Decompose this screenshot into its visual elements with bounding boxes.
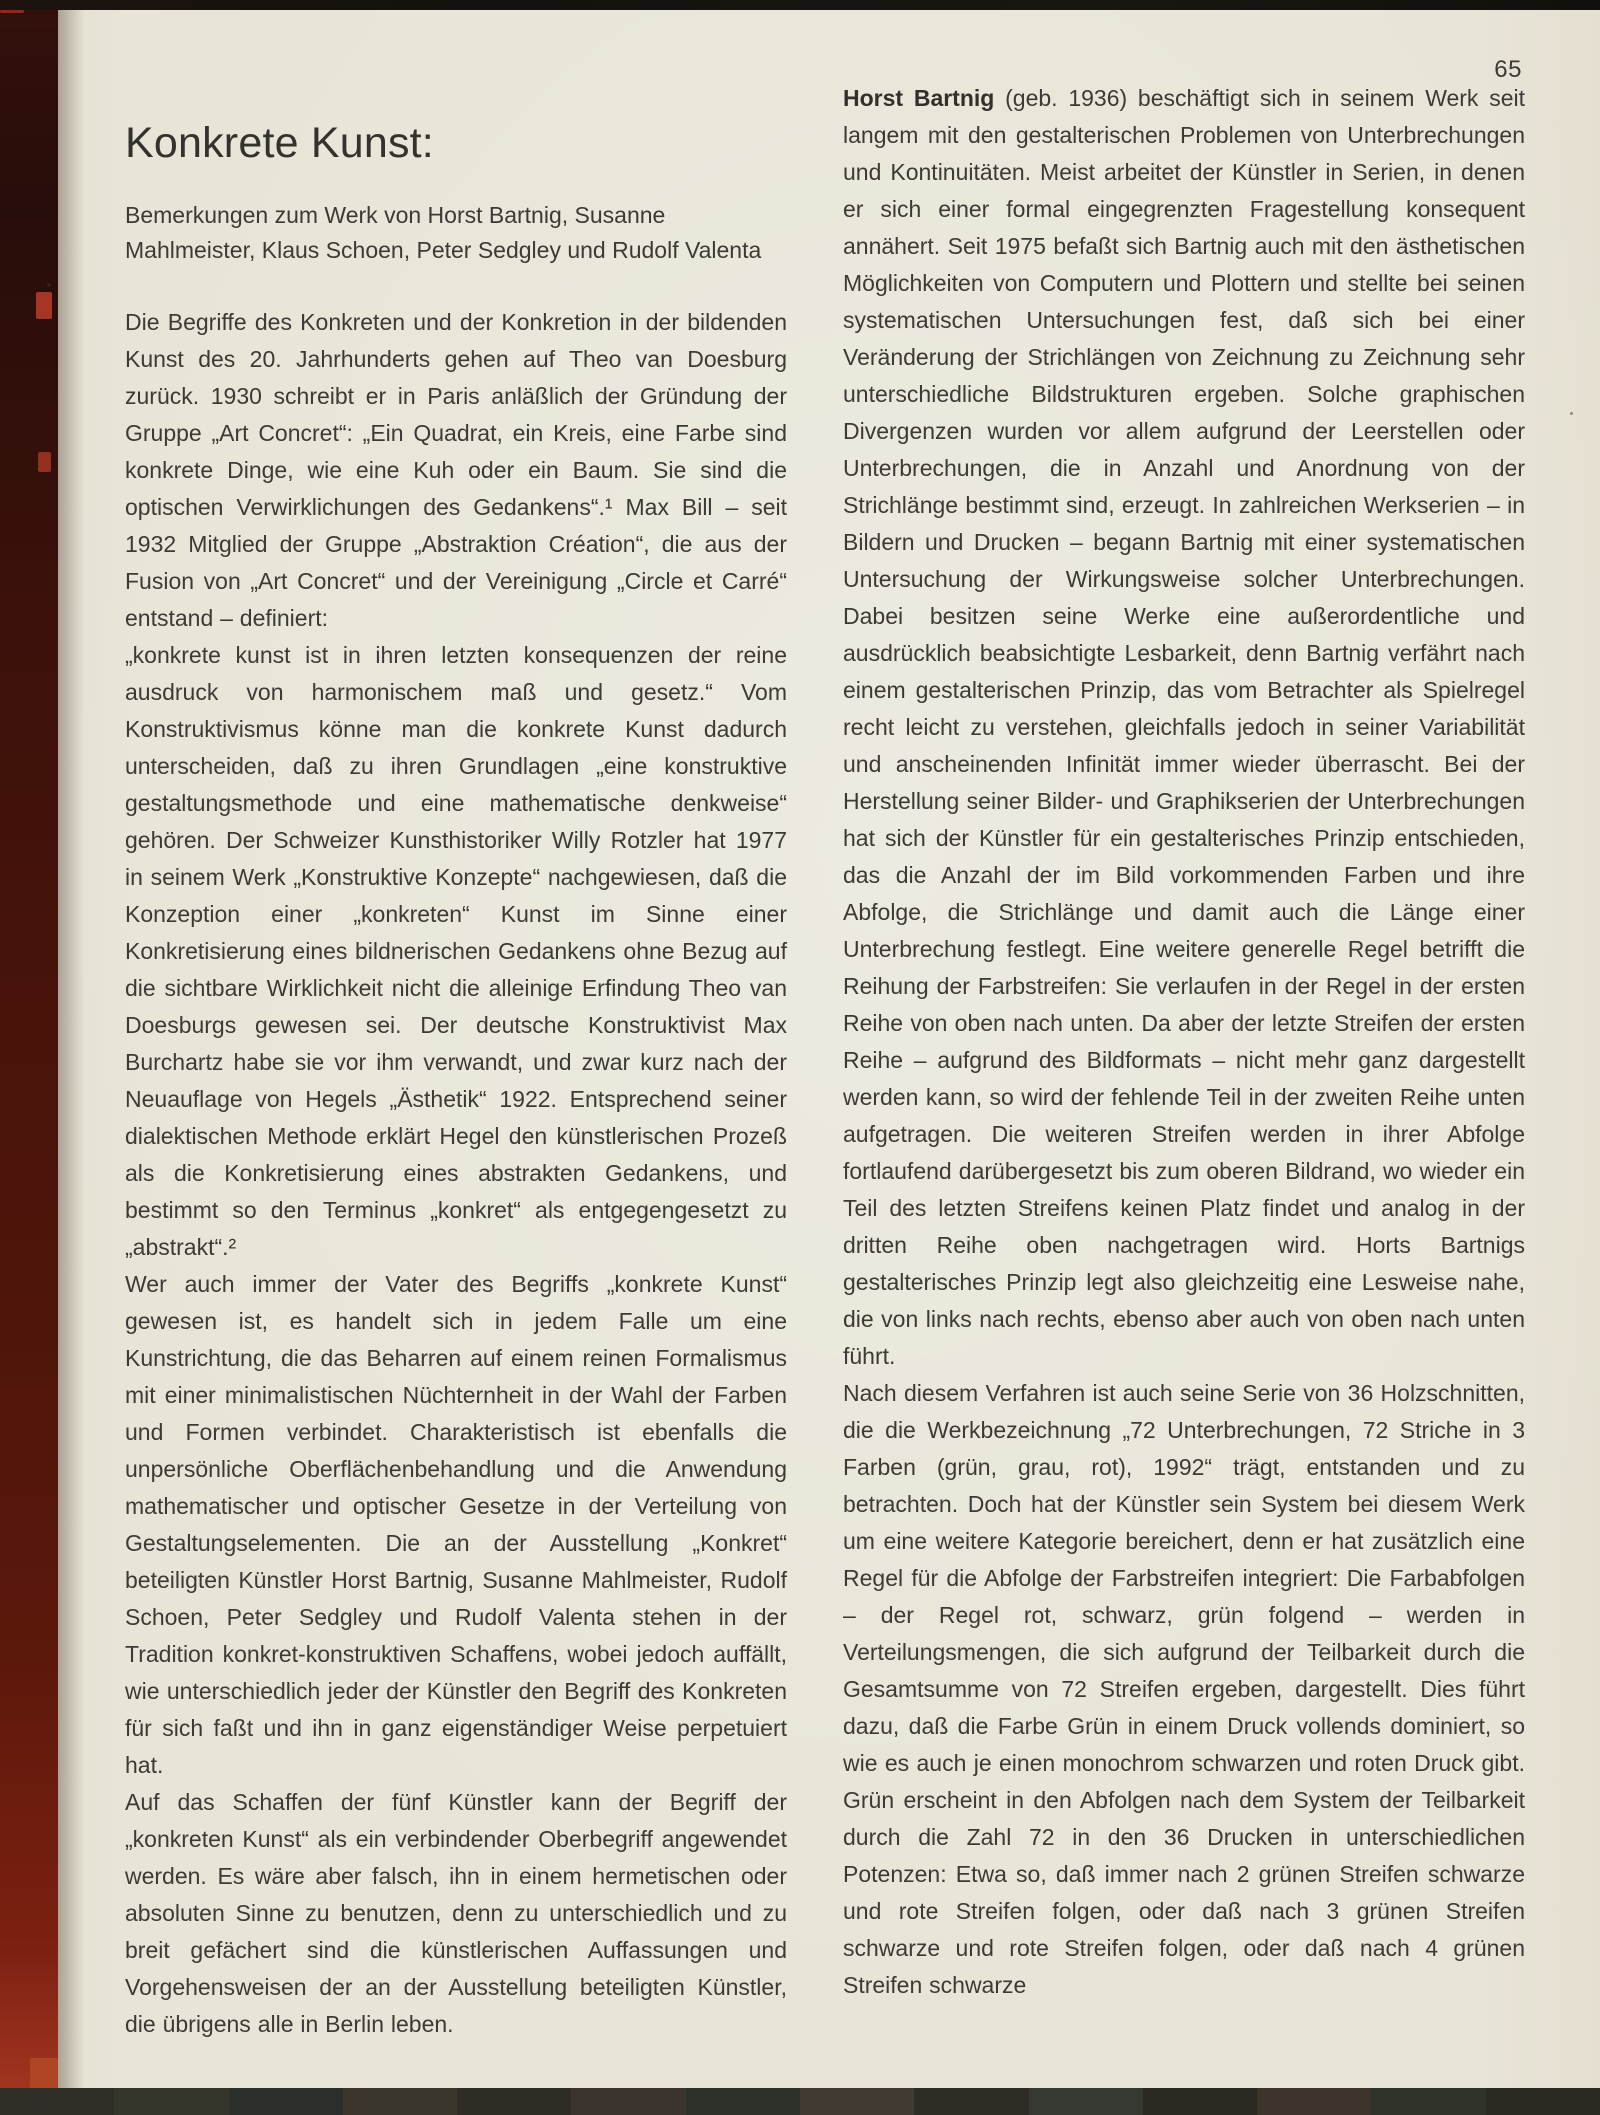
print-strip-segment [1257,2088,1371,2115]
scan-speck [1570,412,1573,415]
print-strip-segment [686,2088,800,2115]
scan-speck [47,283,51,287]
print-strip-segment [800,2088,914,2115]
left-page-edge [0,0,58,2115]
print-strip-segment [571,2088,685,2115]
left-column-body [125,304,787,2043]
paragraph [843,80,1525,1375]
page-number: 65 [1494,56,1522,83]
paragraph: Die Begriffe des Konkreten und der Konkretion in der bildenden Kunst des 20. Jahrhunderts gehen auf Theo van Doesburg zurück. 1930 schreibt er in Paris anläßlich der Gründung der Gruppe „Art Concret“: „Ein Quadrat, ein Kreis, eine Farbe sind konkrete Dinge, wie eine Kuh oder ein Baum. Sie sind die optischen Verwirklichungen des Gedankens“.¹ Max Bill – seit 1932 Mitglied der Gruppe „Abstraktion Création“, die aus der Fusion von „Art Concret“ und der Vereinigung „Circle et Carré“ entstand – definiert: [125,309,787,631]
right-column [843,80,1525,2004]
print-strip-segment [1029,2088,1143,2115]
scan-edge-bottom [0,2088,1600,2115]
paragraph: Wer auch immer der Vater des Begriffs „konkrete Kunst“ gewesen ist, es handelt sich in jedem Falle um eine Kunstrichtung, die das Beharren auf einem reinen Formalismus mit einer minimalistischen Nüchternheit in der Wahl der Farben und Formen verbindet. Charakteristisch ist ebenfalls die unpersönliche Oberflächenbehandlung und die Anwendung mathematischer und optischer Gesetze in der Verteilung von Gestaltungselementen. Die an der Ausstellung „Konkret“ beteiligten Künstler Horst Bartnig, Susanne Mahlmeister, Rudolf Schoen, Peter Sedgley und Rudolf Valenta stehen in der Tradition konkret-konstruktiven Schaffens, wobei jedoch auffällt, wie unterschiedlich jeder der Künstler den Begriff des Konkreten für sich faßt und ihn in ganz eigenständiger Weise perpetuiert hat. [125,1271,787,1778]
print-strip-segment [1143,2088,1257,2115]
print-strip-segment [343,2088,457,2115]
article-title: Konkrete Kunst: [125,119,434,167]
print-strip-segment [229,2088,343,2115]
print-strip-segment [1371,2088,1485,2115]
paragraph-text: (geb. 1936) beschäftigt sich in seinem Werk seit langem mit den gestalterischen Problemen von Unterbrechungen und Kontinuitäten. Meist arbeitet der Künstler in Serien, in denen er sich einer formal eingegrenzten Fragestellung konsequent annähert. Seit 1975 befaßt sich Bartnig auch mit den ästhetischen Möglichkeiten von Computern und Plottern und stellte bei seinen systematischen Untersuchungen fest, daß sich bei einer Veränderung der Strichlängen von Zeichnung zu Zeichnung sehr unterschiedliche Bildstrukturen ergeben. Solche graphischen Divergenzen wurden vor allem aufgrund der Leerstellen oder Unterbrechungen, die in Anzahl und Anordnung von der Strichlänge bestimmt sind, erzeugt. In zahlreichen Werkserien – in Bildern und Drucken – begann Bartnig mit einer systematischen Untersuchung der Wirkungsweise solcher Unterbrechungen. Dabei besitzen seine Werke eine außerordentliche und ausdrücklich beabsichtigte Lesbarkeit, denn Bartnig verfährt nach einem gestalterischen Prinzip, das vom Betrachter als Spielregel recht leicht zu verstehen, gleichfalls jedoch in seiner Variabilität und anscheinenden Infinität immer wieder überrascht. Bei der Herstellung seiner Bilder- und Graphikserien der Unterbrechungen hat sich der Künstler für ein gestalterisches Prinzip entschieden, das die Anzahl der im Bild vorkommenden Farben und ihre Abfolge, die Strichlänge und damit auch die Länge einer Unterbrechung festlegt. Eine weitere generelle Regel betrifft die Reihung der Farbstreifen: Sie verlaufen in der Regel in der ersten Reihe von oben nach unten. Da aber der letzte Streifen der ersten Reihe – aufgrund des Bildformats – nicht mehr ganz dargestellt werden kann, so wird der fehlende Teil in der zweiten Reihe unten aufgetragen. Die weiteren Streifen werden in ihrer Abfolge fortlaufend darübergesetzt bis zum oberen Bildrand, wo wieder ein Teil des letzten Streifens keinen Platz findet und analog in der dritten Reihe oben nachgetragen wird. Horts Bartnigs gestalterisches Prinzip legt also gleichzeitig eine Lesweise nahe, die von links nach rechts, ebenso aber auch von oben nach unten führt. [843,85,1526,1369]
print-strip-segment [0,2088,114,2115]
print-strip-segment [914,2088,1028,2115]
article-subtitle: Bemerkungen zum Werk von Horst Bartnig, Susanne Mahlmeister, Klaus Schoen, Peter Sedgley und Rudolf Valenta [125,202,762,263]
scan-artifact [38,452,51,472]
print-strip-segment [114,2088,228,2115]
paragraph: „konkrete kunst ist in ihren letzten konsequenzen der reine ausdruck von harmonischem maß und gesetz.“ Vom Konstruktivismus könne man die konkrete Kunst dadurch unterscheiden, daß zu ihren Grundlagen „eine konstruktive gestaltungsmethode und eine mathematische denkweise“ gehören. Der Schweizer Kunsthistoriker Willy Rotzler hat 1977 in seinem Werk „Konstruktive Konzepte“ nachgewiesen, daß die Konzeption einer „konkreten“ Kunst im Sinne einer Konkretisierung eines bildnerischen Gedankens ohne Bezug auf die sichtbare Wirklichkeit nicht die alleinige Erfindung Theo van Doesburgs gewesen sei. Der deutsche Konstruktivist Max Burchartz habe sie vor ihm verwandt, und zwar kurz nach der Neuauflage von Hegels „Ästhetik“ 1922. Entsprechend seiner dialektischen Methode erklärt Hegel den künstlerischen Prozeß als die Konkretisierung eines abstrakten Gedankens, und bestimmt so den Terminus „konkret“ als entgegengesetzt zu „abstrakt“.² [125,642,787,1260]
left-column [125,118,787,2043]
paragraph: Auf das Schaffen der fünf Künstler kann der Begriff der „konkreten Kunst“ als ein verbindender Oberbegriff angewendet werden. Es wäre aber falsch, ihn in einem hermetischen oder absoluten Sinne zu benutzen, denn zu unterschiedlich und zu breit gefächert sind die künstlerischen Auffassungen und Vorgehensweisen der an der Ausstellung beteiligten Künstler, die übrigens alle in Berlin leben. [125,1789,787,2037]
paragraph: Nach diesem Verfahren ist auch seine Serie von 36 Holzschnitten, die die Werkbezeichnung „72 Unterbrechungen, 72 Striche in 3 Farben (grün, grau, rot), 1992“ trägt, entstanden und zu betrachten. Doch hat der Künstler sein System bei diesem Werk um eine weitere Kategorie bereichert, denn er hat zusätzlich eine Regel für die Abfolge der Farbstreifen integriert: Die Farbabfolgen – der Regel rot, schwarz, grün folgend – werden in Verteilungsmengen, die sich aufgrund der Teilbarkeit durch die Gesamtsumme von 72 Streifen ergeben, dargestellt. Dies führt dazu, daß die Farbe Grün in einem Druck vollends dominiert, so wie es auch je einen monochrom schwarzen und roten Druck gibt. Grün erscheint in den Abfolgen nach dem System der Teilbarkeit durch die Zahl 72 in den 36 Drucken in unterschiedlichen Potenzen: Etwa so, daß immer nach 2 grünen Streifen schwarze und rote Streifen folgen, oder daß nach 3 grünen Streifen schwarze und rote Streifen folgen, oder daß nach 4 grünen Streifen schwarze [843,1380,1525,1998]
scan-edge-top [0,0,1600,10]
print-strip-segment [457,2088,571,2115]
artist-name-bold: Horst Bartnig [843,85,995,111]
scan-artifact [36,292,52,319]
print-strip-segment [1486,2088,1600,2115]
